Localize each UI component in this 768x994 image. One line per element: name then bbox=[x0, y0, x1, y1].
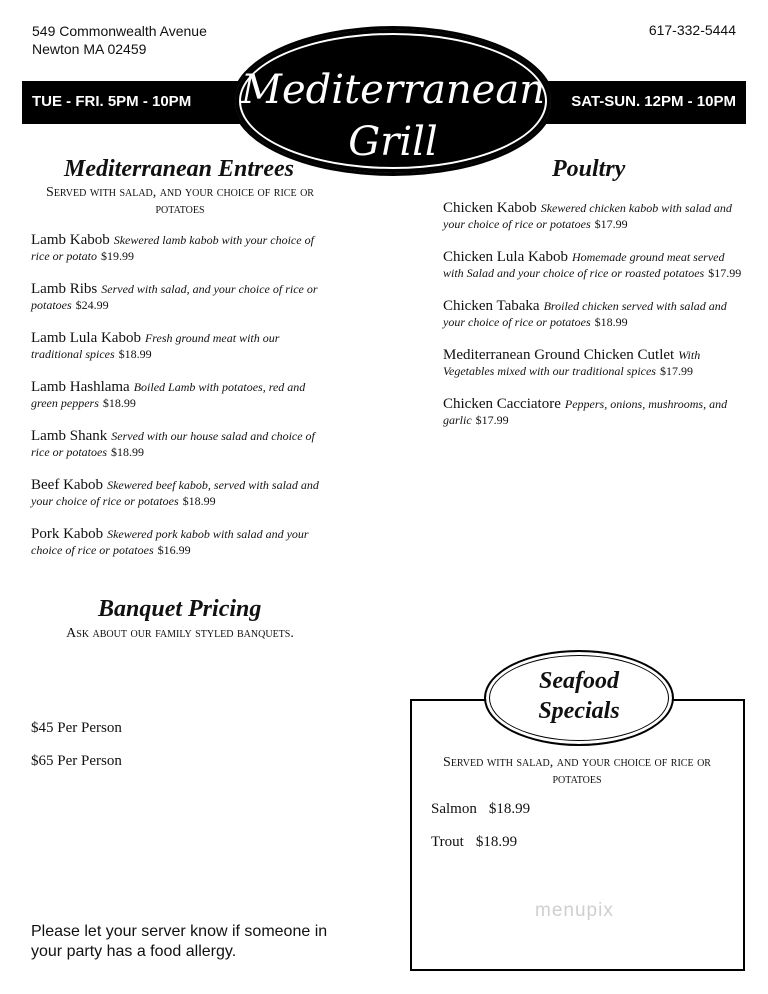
item-name: Chicken Cacciatore bbox=[443, 396, 561, 412]
item-price: $18.99 bbox=[118, 347, 152, 361]
poultry-list bbox=[443, 200, 743, 445]
entrees-title: Mediterranean Entrees bbox=[64, 156, 295, 182]
menu-item bbox=[31, 232, 331, 264]
item-name: Salmon bbox=[431, 801, 477, 817]
menu-item bbox=[31, 379, 331, 411]
item-description: Skewered lamb kabob with your choice of rice or potato bbox=[31, 233, 314, 263]
seafood-item bbox=[431, 801, 530, 818]
seafood-title-badge bbox=[484, 650, 674, 746]
hours-weekend: SAT-SUN. 12PM - 10PM bbox=[571, 93, 736, 110]
item-description: Homemade ground meat served with Salad and your choice of rice or roasted potatoes bbox=[443, 250, 725, 280]
item-price: $18.99 bbox=[475, 834, 518, 850]
item-price: $24.99 bbox=[75, 298, 109, 312]
item-description: Peppers, onions, mushrooms, and garlic bbox=[443, 397, 728, 427]
menu-item bbox=[31, 477, 331, 509]
menu-item bbox=[443, 200, 743, 232]
address-line-1: 549 Commonwealth Avenue bbox=[32, 23, 207, 39]
item-name: Lamb Lula Kabob bbox=[31, 330, 141, 346]
menu-item bbox=[443, 249, 743, 281]
seafood-title-line-1: Seafood bbox=[539, 668, 619, 694]
phone-number: 617-332-5444 bbox=[648, 22, 736, 38]
menu-item bbox=[443, 396, 743, 428]
item-price: $19.99 bbox=[101, 249, 134, 263]
seafood-item bbox=[431, 834, 517, 851]
item-name: Lamb Ribs bbox=[31, 281, 98, 297]
item-description: Skewered beef kabob, served with salad and your choice of rice or potatoes bbox=[31, 478, 319, 508]
item-description: Fresh ground meat with our traditional spices bbox=[31, 331, 280, 361]
item-description: Skewered chicken kabob with salad and your choice of rice or potatoes bbox=[443, 201, 732, 231]
address bbox=[32, 22, 207, 58]
item-name: Pork Kabob bbox=[31, 526, 104, 542]
seafood-title-line-2: Specials bbox=[538, 698, 620, 724]
item-name: Lamb Kabob bbox=[31, 232, 110, 248]
item-name: Mediterranean Ground Chicken Cutlet bbox=[443, 347, 675, 363]
item-name: Trout bbox=[431, 834, 464, 850]
menu-item bbox=[31, 330, 331, 362]
banquet-title: Banquet Pricing bbox=[98, 596, 262, 622]
banquet-price-2: $65 Per Person bbox=[31, 753, 122, 769]
logo-name: Mediterranean bbox=[241, 67, 545, 113]
hours-weekday: TUE - FRI. 5PM - 10PM bbox=[32, 93, 192, 110]
item-description: Served with our house salad and choice of rice or potatoes bbox=[31, 429, 315, 459]
item-price: $17.99 bbox=[594, 217, 628, 231]
item-price: $17.99 bbox=[708, 266, 742, 280]
watermark: menupix bbox=[535, 900, 614, 921]
entrees-note: Served with salad, and your choice of rice or potatoes bbox=[46, 185, 314, 217]
menu-item bbox=[31, 281, 331, 313]
item-name: Chicken Tabaka bbox=[443, 298, 540, 314]
item-name: Chicken Lula Kabob bbox=[443, 249, 568, 265]
logo-subtitle: Grill bbox=[348, 119, 438, 165]
menu-item bbox=[443, 298, 743, 330]
item-description: Boiled Lamb with potatoes, red and green peppers bbox=[31, 380, 306, 410]
item-price: $17.99 bbox=[659, 364, 693, 378]
poultry-title: Poultry bbox=[552, 156, 626, 182]
item-description: With Vegetables mixed with our traditional spices bbox=[443, 348, 701, 378]
allergy-note: Please let your server know if someone in your party has a food allergy. bbox=[31, 923, 328, 960]
banquet-note: Ask about our family styled banquets. bbox=[66, 626, 294, 641]
item-name: Lamb Hashlama bbox=[31, 379, 130, 395]
menu-item bbox=[443, 347, 743, 379]
item-name: Beef Kabob bbox=[31, 477, 104, 493]
item-price: $16.99 bbox=[157, 543, 191, 557]
entrees-list bbox=[31, 232, 331, 575]
restaurant-logo bbox=[232, 26, 554, 176]
item-price: $18.99 bbox=[488, 801, 531, 817]
item-description: Broiled chicken served with salad and your choice of rice or potatoes bbox=[443, 299, 727, 329]
item-price: $18.99 bbox=[182, 494, 216, 508]
item-price: $18.99 bbox=[102, 396, 136, 410]
menu-item bbox=[31, 428, 331, 460]
item-description: Skewered pork kabob with salad and your choice of rice or potatoes bbox=[31, 527, 309, 557]
banquet-price-1: $45 Per Person bbox=[31, 720, 122, 736]
menu-item bbox=[31, 526, 331, 558]
item-name: Chicken Kabob bbox=[443, 200, 537, 216]
item-name: Lamb Shank bbox=[31, 428, 108, 444]
item-description: Served with salad, and your choice of rice or potatoes bbox=[31, 282, 318, 312]
seafood-note: Served with salad, and your choice of rice or potatoes bbox=[443, 755, 711, 787]
address-line-2: Newton MA 02459 bbox=[32, 41, 147, 57]
item-price: $18.99 bbox=[111, 445, 144, 459]
item-price: $17.99 bbox=[475, 413, 509, 427]
item-price: $18.99 bbox=[594, 315, 628, 329]
